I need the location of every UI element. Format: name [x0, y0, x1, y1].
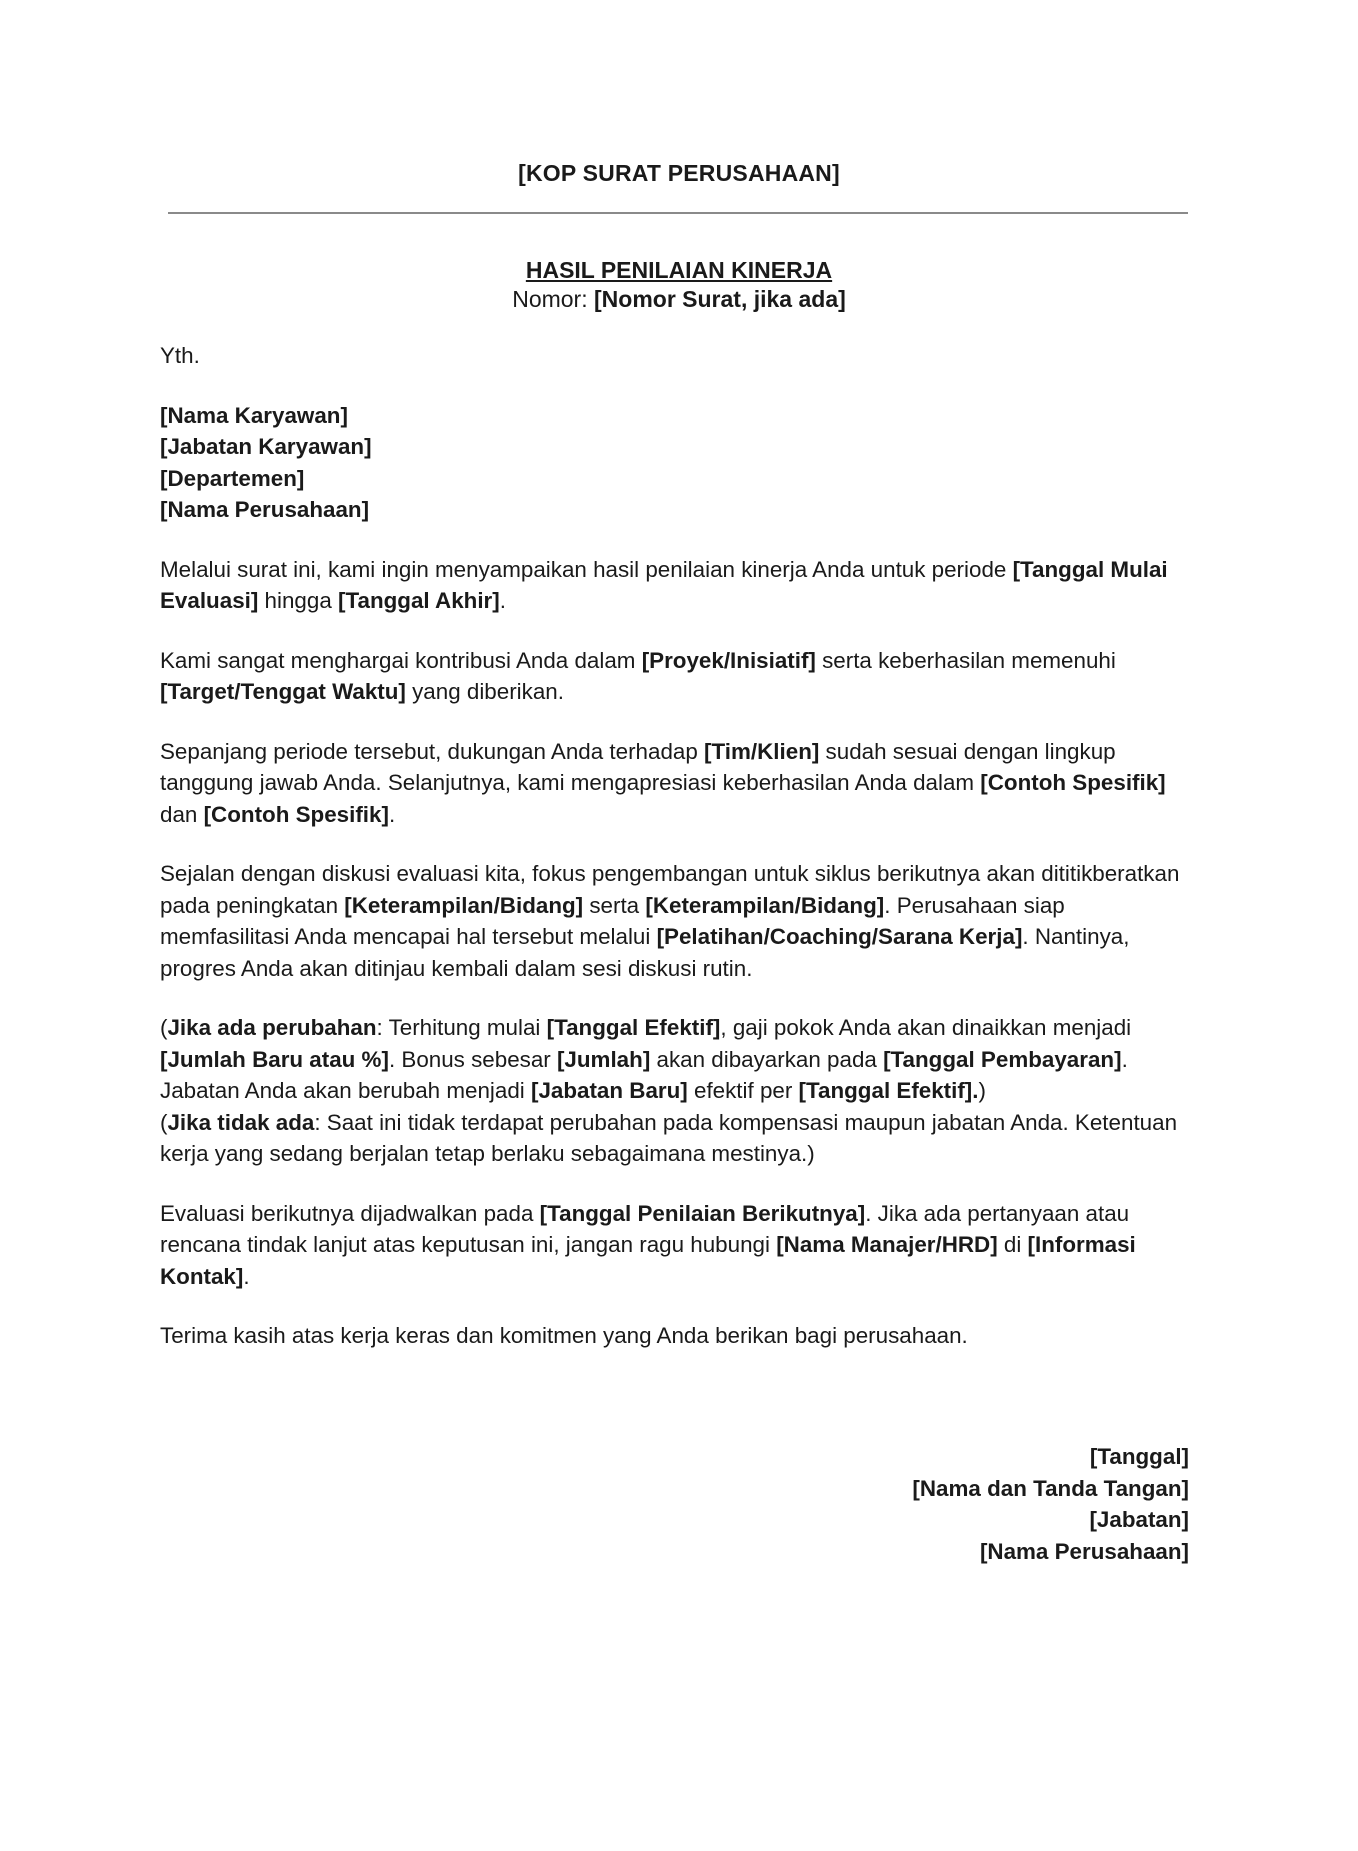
placeholder: [Keterampilan/Bidang]	[344, 892, 584, 918]
text: dan	[160, 801, 204, 827]
paragraph-next-evaluation	[160, 1198, 1200, 1293]
placeholder: [Tanggal Akhir]	[338, 588, 500, 613]
text: , gaji pokok Anda akan dinaikkan menjadi	[720, 1015, 1132, 1040]
letter-number-value: [Nomor Surat, jika ada]	[594, 286, 846, 312]
signature-block	[700, 1441, 1189, 1567]
text: akan dibayarkan pada	[650, 1046, 884, 1072]
placeholder: [Tanggal Mulai Evaluasi]	[160, 556, 1168, 613]
text: (	[160, 1109, 168, 1135]
text: . Jika ada pertanyaan atau rencana tindak lanjut atas keputusan ini, jangan ragu hubungi	[160, 1200, 1130, 1257]
text: hingga	[258, 588, 339, 613]
paragraph-support	[160, 736, 1200, 831]
placeholder: [Proyek/Inisiatif]	[641, 647, 816, 673]
closing-paragraph: Terima kasih atas kerja keras dan komitmen yang Anda berikan bagi perusahaan.	[160, 1323, 968, 1348]
text: .	[499, 588, 506, 613]
text: serta keberhasilan memenuhi	[815, 647, 1116, 673]
text: . Bonus sebesar	[388, 1046, 557, 1072]
text: sudah sesuai dengan lingkup tanggung jawab Anda. Selanjutnya, kami mengapresiasi keberhasilan Anda dalam	[160, 738, 1116, 795]
text: : Terhitung mulai	[376, 1015, 547, 1040]
recipient-department: [Departemen]	[160, 465, 305, 491]
text: Evaluasi berikutnya dijadwalkan pada	[160, 1200, 540, 1226]
text: Melalui surat ini, kami ingin menyampaikan hasil penilaian kinerja Anda untuk periode	[160, 556, 1013, 582]
paragraph-period	[160, 554, 1200, 617]
text: serta	[583, 892, 646, 918]
text: Sepanjang periode tersebut, dukungan Anda terhadap	[160, 738, 705, 764]
text: . Jabatan Anda akan berubah menjadi	[160, 1046, 1128, 1103]
placeholder: [Tanggal Penilaian Berikutnya]	[539, 1200, 866, 1226]
placeholder: [Jumlah Baru atau %]	[160, 1046, 389, 1072]
paragraph-if-no-changes	[160, 1107, 1200, 1170]
placeholder: [Keterampilan/Bidang]	[645, 892, 885, 918]
placeholder: [Tanggal Efektif]	[546, 1015, 721, 1040]
text: )	[978, 1078, 986, 1103]
paragraph-if-changes	[160, 1012, 1200, 1107]
text: efektif per	[687, 1078, 799, 1103]
recipient-name: [Nama Karyawan]	[160, 402, 348, 428]
placeholder: [Nama Manajer/HRD]	[776, 1232, 998, 1257]
paragraph-contribution	[160, 645, 1200, 708]
text: : Saat ini tidak terdapat perubahan pada kompensasi maupun jabatan Anda. Ketentuan kerja yang sedang berjalan tetap berlaku sebagaimana mestinya.)	[160, 1109, 1178, 1166]
placeholder: [Contoh Spesifik]	[203, 801, 389, 827]
text: .	[243, 1263, 250, 1289]
placeholder: [Contoh Spesifik]	[980, 770, 1166, 795]
letter-number	[0, 286, 1358, 313]
signature-company: [Nama Perusahaan]	[979, 1538, 1189, 1564]
text: Kami sangat menghargai kontribusi Anda dalam	[160, 647, 642, 673]
letterhead: [KOP SURAT PERUSAHAAN]	[518, 160, 840, 186]
placeholder: [Pelatihan/Coaching/Sarana Kerja]	[656, 924, 1023, 949]
recipient-block	[160, 400, 1200, 526]
placeholder: [Jabatan Baru]	[530, 1078, 688, 1103]
text: Sejalan dengan diskusi evaluasi kita, fokus pengembangan untuk siklus berikutnya akan dititikberatkan pada peningkatan	[160, 861, 1180, 918]
placeholder: [Tim/Klien]	[704, 738, 820, 764]
placeholder: [Tanggal Efektif].	[798, 1078, 979, 1103]
text: . Nantinya, progres Anda akan ditinjau kembali dalam sesi diskusi rutin.	[160, 924, 1130, 981]
text: (	[160, 1015, 168, 1040]
paragraph-development	[160, 858, 1200, 984]
signature-name: [Nama dan Tanda Tangan]	[912, 1475, 1189, 1501]
letter-number-label: Nomor:	[512, 286, 594, 312]
text: .	[388, 801, 396, 827]
placeholder: [Target/Tenggat Waktu]	[160, 679, 406, 704]
placeholder: [Tanggal Pembayaran]	[883, 1046, 1122, 1072]
salutation: Yth.	[160, 343, 200, 368]
text: di	[997, 1232, 1028, 1257]
header-divider	[168, 212, 1188, 214]
signature-position: [Jabatan]	[1089, 1507, 1189, 1532]
placeholder: [Jumlah]	[556, 1046, 651, 1072]
condition-label: Jika tidak ada	[167, 1109, 315, 1135]
recipient-position: [Jabatan Karyawan]	[160, 434, 372, 459]
recipient-company: [Nama Perusahaan]	[160, 497, 370, 522]
condition-label: Jika ada perubahan	[167, 1015, 377, 1040]
text: yang diberikan.	[405, 679, 564, 704]
placeholder: [Informasi Kontak]	[160, 1232, 1136, 1289]
text: . Perusahaan siap memfasilitasi Anda mencapai hal tersebut melalui	[160, 892, 1065, 949]
letter-title: HASIL PENILAIAN KINERJA	[525, 257, 833, 283]
signature-date: [Tanggal]	[1089, 1444, 1189, 1469]
letter-body	[160, 340, 1200, 1380]
